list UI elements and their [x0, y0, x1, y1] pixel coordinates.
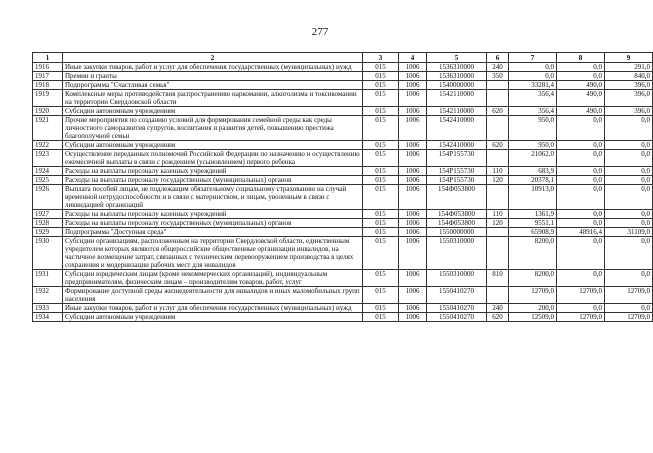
- budget-table: [32, 52, 653, 322]
- ministry-code-cell: 015: [363, 116, 399, 141]
- amount-year3-cell: 12709,0: [605, 287, 653, 304]
- description-cell: Прочие мероприятия по созданию условий для формирования семейной среды как среды личностного саморазвития супругов, воспитания и развития детей, повышению престижа благополучной семьи: [63, 116, 363, 141]
- ministry-code-cell: 015: [363, 90, 399, 107]
- amount-year2-cell: 0,0: [557, 72, 605, 81]
- table-row: [33, 176, 653, 185]
- target-article-cell: 1550310000: [427, 270, 487, 287]
- target-article-cell: 154Ф053800: [427, 185, 487, 210]
- ministry-code-cell: 015: [363, 270, 399, 287]
- expense-type-cell: [487, 116, 509, 141]
- ministry-code-cell: 015: [363, 237, 399, 270]
- section-code-cell: 1006: [399, 313, 427, 322]
- ministry-code-cell: 015: [363, 63, 399, 72]
- col-header-9: 9: [605, 53, 653, 63]
- amount-year2-cell: 490,0: [557, 90, 605, 107]
- expense-type-cell: [487, 150, 509, 167]
- target-article-cell: 1536310000: [427, 72, 487, 81]
- amount-year3-cell: 840,0: [605, 72, 653, 81]
- target-article-cell: 1550410270: [427, 287, 487, 304]
- ministry-code-cell: 015: [363, 72, 399, 81]
- target-article-cell: 1550410270: [427, 313, 487, 322]
- amount-year3-cell: 12709,0: [605, 313, 653, 322]
- expense-type-cell: 120: [487, 219, 509, 228]
- table-row: [33, 237, 653, 270]
- description-cell: Расходы на выплаты персоналу казенных учреждений: [63, 167, 363, 176]
- row-number: 1932: [33, 287, 63, 304]
- ministry-code-cell: 015: [363, 313, 399, 322]
- amount-year2-cell: 0,0: [557, 185, 605, 210]
- table-row: [33, 210, 653, 219]
- header-row: [33, 53, 653, 63]
- amount-year1-cell: 356,4: [509, 90, 557, 107]
- col-header-2: 2: [63, 53, 363, 63]
- table-row: [33, 313, 653, 322]
- amount-year2-cell: 0,0: [557, 176, 605, 185]
- target-article-cell: 1542410000: [427, 141, 487, 150]
- amount-year3-cell: 396,0: [605, 107, 653, 116]
- expense-type-cell: 110: [487, 167, 509, 176]
- expense-type-cell: [487, 228, 509, 237]
- amount-year3-cell: 0,0: [605, 185, 653, 210]
- ministry-code-cell: 015: [363, 304, 399, 313]
- section-code-cell: 1006: [399, 81, 427, 90]
- amount-year1-cell: 9551,1: [509, 219, 557, 228]
- target-article-cell: 154Ф053800: [427, 210, 487, 219]
- row-number: 1931: [33, 270, 63, 287]
- target-article-cell: 1550410270: [427, 304, 487, 313]
- amount-year2-cell: 490,0: [557, 81, 605, 90]
- target-article-cell: 1550000000: [427, 228, 487, 237]
- description-cell: Субсидии автономным учреждениям: [63, 107, 363, 116]
- row-number: 1927: [33, 210, 63, 219]
- amount-year1-cell: 683,9: [509, 167, 557, 176]
- table-row: [33, 287, 653, 304]
- expense-type-cell: 110: [487, 210, 509, 219]
- section-code-cell: 1006: [399, 150, 427, 167]
- amount-year1-cell: 950,0: [509, 116, 557, 141]
- table-row: [33, 116, 653, 141]
- section-code-cell: 1006: [399, 304, 427, 313]
- description-cell: Комплексные меры противодействия распространению наркомании, алкоголизма и токсикомании на территории Свердловской области: [63, 90, 363, 107]
- col-header-3: 3: [363, 53, 399, 63]
- expense-type-cell: 120: [487, 176, 509, 185]
- table-row: [33, 107, 653, 116]
- col-header-4: 4: [399, 53, 427, 63]
- amount-year3-cell: 396,0: [605, 81, 653, 90]
- description-cell: Расходы на выплаты персоналу государственных (муниципальных) органов: [63, 176, 363, 185]
- amount-year1-cell: 8200,0: [509, 237, 557, 270]
- description-cell: Подпрограмма "Доступная среда": [63, 228, 363, 237]
- description-cell: Расходы на выплаты персоналу казенных учреждений: [63, 210, 363, 219]
- ministry-code-cell: 015: [363, 167, 399, 176]
- amount-year2-cell: 0,0: [557, 63, 605, 72]
- ministry-code-cell: 015: [363, 176, 399, 185]
- target-article-cell: 154P155730: [427, 167, 487, 176]
- description-cell: Субсидии автономным учреждениям: [63, 313, 363, 322]
- amount-year2-cell: 0,0: [557, 141, 605, 150]
- expense-type-cell: [487, 90, 509, 107]
- ministry-code-cell: 015: [363, 210, 399, 219]
- target-article-cell: 154P155730: [427, 150, 487, 167]
- description-cell: Иные закупки товаров, работ и услуг для обеспечения государственных (муниципальных) нужд: [63, 304, 363, 313]
- table-row: [33, 81, 653, 90]
- section-code-cell: 1006: [399, 176, 427, 185]
- row-number: 1933: [33, 304, 63, 313]
- expense-type-cell: 240: [487, 63, 509, 72]
- amount-year2-cell: 12709,0: [557, 313, 605, 322]
- amount-year1-cell: 950,0: [509, 141, 557, 150]
- row-number: 1928: [33, 219, 63, 228]
- amount-year1-cell: 33281,4: [509, 81, 557, 90]
- amount-year3-cell: 0,0: [605, 210, 653, 219]
- amount-year1-cell: 21062,0: [509, 150, 557, 167]
- amount-year1-cell: 10913,0: [509, 185, 557, 210]
- amount-year1-cell: 8200,0: [509, 270, 557, 287]
- expense-type-cell: [487, 237, 509, 270]
- description-cell: Расходы на выплаты персоналу государственных (муниципальных) органов: [63, 219, 363, 228]
- amount-year2-cell: 0,0: [557, 116, 605, 141]
- section-code-cell: 1006: [399, 107, 427, 116]
- amount-year1-cell: 0,0: [509, 72, 557, 81]
- amount-year2-cell: 490,0: [557, 107, 605, 116]
- amount-year2-cell: 12709,0: [557, 287, 605, 304]
- amount-year1-cell: 200,0: [509, 304, 557, 313]
- table-body: [33, 63, 653, 322]
- target-article-cell: 1542110000: [427, 107, 487, 116]
- row-number: 1919: [33, 90, 63, 107]
- col-header-1: 1: [33, 53, 63, 63]
- expense-type-cell: [487, 287, 509, 304]
- table-row: [33, 150, 653, 167]
- row-number: 1930: [33, 237, 63, 270]
- amount-year3-cell: 0,0: [605, 116, 653, 141]
- col-header-8: 8: [557, 53, 605, 63]
- page-number: 277: [311, 26, 329, 38]
- amount-year2-cell: 0,0: [557, 210, 605, 219]
- section-code-cell: 1006: [399, 116, 427, 141]
- amount-year2-cell: 0,0: [557, 167, 605, 176]
- amount-year3-cell: 0,0: [605, 304, 653, 313]
- row-number: 1929: [33, 228, 63, 237]
- expense-type-cell: 620: [487, 141, 509, 150]
- expense-type-cell: 620: [487, 313, 509, 322]
- col-header-7: 7: [509, 53, 557, 63]
- section-code-cell: 1006: [399, 167, 427, 176]
- row-number: 1923: [33, 150, 63, 167]
- amount-year1-cell: 20378,1: [509, 176, 557, 185]
- section-code-cell: 1006: [399, 228, 427, 237]
- section-code-cell: 1006: [399, 72, 427, 81]
- description-cell: Формирование доступной среды жизнедеятельности для инвалидов и иных маломобильных групп населения: [63, 287, 363, 304]
- table-row: [33, 141, 653, 150]
- target-article-cell: 1542410000: [427, 116, 487, 141]
- description-cell: Выплата пособий лицам, не подлежащим обязательному социальному страхованию на случай временной нетрудоспособности и в связи с материнством, и лицам, уволенным в связи с ликвидацией организаций: [63, 185, 363, 210]
- expense-type-cell: 620: [487, 107, 509, 116]
- amount-year2-cell: 48916,4: [557, 228, 605, 237]
- description-cell: Подпрограмма "Счастливая семья": [63, 81, 363, 90]
- amount-year1-cell: 12509,0: [509, 313, 557, 322]
- amount-year2-cell: 0,0: [557, 270, 605, 287]
- amount-year1-cell: 0,0: [509, 63, 557, 72]
- ministry-code-cell: 015: [363, 219, 399, 228]
- amount-year2-cell: 0,0: [557, 150, 605, 167]
- expense-type-cell: 350: [487, 72, 509, 81]
- amount-year3-cell: 0,0: [605, 176, 653, 185]
- row-number: 1921: [33, 116, 63, 141]
- description-cell: Субсидии автономным учреждениям: [63, 141, 363, 150]
- ministry-code-cell: 015: [363, 141, 399, 150]
- amount-year1-cell: 356,4: [509, 107, 557, 116]
- ministry-code-cell: 015: [363, 81, 399, 90]
- row-number: 1916: [33, 63, 63, 72]
- expense-type-cell: [487, 81, 509, 90]
- ministry-code-cell: 015: [363, 150, 399, 167]
- amount-year3-cell: 396,0: [605, 90, 653, 107]
- table-row: [33, 228, 653, 237]
- table-row: [33, 185, 653, 210]
- description-cell: Субсидии организациям, расположенным на территории Свердловской области, единственным учредителем которых являются общероссийские общественные организации инвалидов, на частичное возмещение затрат, связанных с техническим перевооружением производства в целях сохранения и модернизации рабочих мест для инвалидов: [63, 237, 363, 270]
- amount-year1-cell: 65908,9: [509, 228, 557, 237]
- table-row: [33, 270, 653, 287]
- target-article-cell: 154P155730: [427, 176, 487, 185]
- section-code-cell: 1006: [399, 287, 427, 304]
- expense-type-cell: 810: [487, 270, 509, 287]
- section-code-cell: 1006: [399, 219, 427, 228]
- row-number: 1920: [33, 107, 63, 116]
- section-code-cell: 1006: [399, 141, 427, 150]
- amount-year1-cell: 12709,0: [509, 287, 557, 304]
- description-cell: Субсидии юридическим лицам (кроме некоммерческих организаций), индивидуальным предпринимателям, физическим лицам – производителям товаров, работ, услуг: [63, 270, 363, 287]
- table-row: [33, 72, 653, 81]
- section-code-cell: 1006: [399, 90, 427, 107]
- section-code-cell: 1006: [399, 210, 427, 219]
- amount-year2-cell: 0,0: [557, 237, 605, 270]
- section-code-cell: 1006: [399, 63, 427, 72]
- row-number: 1925: [33, 176, 63, 185]
- target-article-cell: 1550310000: [427, 237, 487, 270]
- section-code-cell: 1006: [399, 237, 427, 270]
- target-article-cell: 154Ф053800: [427, 219, 487, 228]
- amount-year2-cell: 0,0: [557, 219, 605, 228]
- col-header-5: 5: [427, 53, 487, 63]
- row-number: 1922: [33, 141, 63, 150]
- table-row: [33, 167, 653, 176]
- target-article-cell: 1540000000: [427, 81, 487, 90]
- table-row: [33, 219, 653, 228]
- description-cell: Осуществление переданных полномочий Российской Федерации по назначению и осуществлению ежемесячной выплаты в связи с рождением (усыновлением) первого ребенка: [63, 150, 363, 167]
- row-number: 1926: [33, 185, 63, 210]
- target-article-cell: 1536310000: [427, 63, 487, 72]
- expense-type-cell: [487, 185, 509, 210]
- target-article-cell: 1542110000: [427, 90, 487, 107]
- row-number: 1924: [33, 167, 63, 176]
- amount-year3-cell: 31109,0: [605, 228, 653, 237]
- table-row: [33, 63, 653, 72]
- amount-year1-cell: 1361,9: [509, 210, 557, 219]
- amount-year3-cell: 0,0: [605, 237, 653, 270]
- amount-year3-cell: 291,0: [605, 63, 653, 72]
- amount-year2-cell: 0,0: [557, 304, 605, 313]
- row-number: 1934: [33, 313, 63, 322]
- description-cell: Премии и гранты: [63, 72, 363, 81]
- expense-type-cell: 240: [487, 304, 509, 313]
- ministry-code-cell: 015: [363, 107, 399, 116]
- section-code-cell: 1006: [399, 185, 427, 210]
- ministry-code-cell: 015: [363, 185, 399, 210]
- col-header-6: 6: [487, 53, 509, 63]
- section-code-cell: 1006: [399, 270, 427, 287]
- amount-year3-cell: 0,0: [605, 150, 653, 167]
- ministry-code-cell: 015: [363, 287, 399, 304]
- amount-year3-cell: 0,0: [605, 219, 653, 228]
- row-number: 1917: [33, 72, 63, 81]
- row-number: 1918: [33, 81, 63, 90]
- amount-year3-cell: 0,0: [605, 167, 653, 176]
- table-row: [33, 90, 653, 107]
- amount-year3-cell: 0,0: [605, 270, 653, 287]
- ministry-code-cell: 015: [363, 228, 399, 237]
- table-row: [33, 304, 653, 313]
- amount-year3-cell: 0,0: [605, 141, 653, 150]
- description-cell: Иные закупки товаров, работ и услуг для обеспечения государственных (муниципальных) нужд: [63, 63, 363, 72]
